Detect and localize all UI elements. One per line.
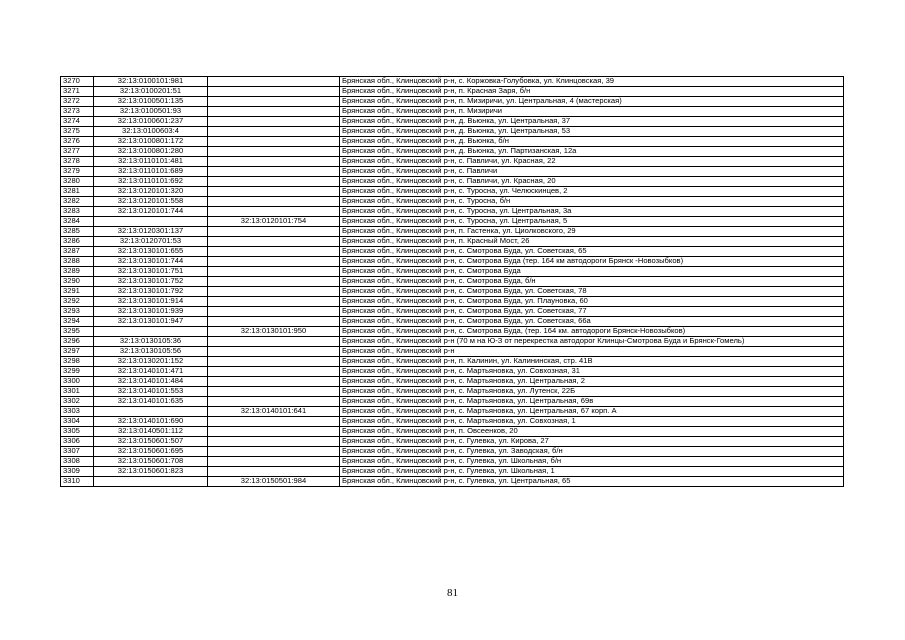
cadastral-number-cell: 32:13:0140101:635 <box>94 397 208 407</box>
address-cell: Брянская обл., Клинцовский р-н, с. Мартьяновка, ул. Центральная, 67 корп. А <box>340 407 844 417</box>
table-row <box>61 147 844 157</box>
address-cell: Брянская обл., Клинцовский р-н (70 м на Ю-З от перекрестка автодорог Клинцы-Смотрова Буда и Брянск-Гомель) <box>340 337 844 347</box>
row-number-cell: 3288 <box>61 257 94 267</box>
table-row <box>61 217 844 227</box>
table-row <box>61 247 844 257</box>
cadastral-number-cell: 32:13:0100601:237 <box>94 117 208 127</box>
cadastral-number-cell: 32:13:0110101:692 <box>94 177 208 187</box>
address-cell: Брянская обл., Клинцовский р-н <box>340 347 844 357</box>
cadastral-number-alt-cell <box>208 127 340 137</box>
cadastral-number-cell: 32:13:0130101:751 <box>94 267 208 277</box>
address-cell: Брянская обл., Клинцовский р-н, с. Мартьяновка, ул. Совхозная, 31 <box>340 367 844 377</box>
table-row <box>61 287 844 297</box>
cadastral-number-cell: 32:13:0120301:137 <box>94 227 208 237</box>
table-row <box>61 177 844 187</box>
cadastral-number-alt-cell <box>208 337 340 347</box>
address-cell: Брянская обл., Клинцовский р-н, п. Мизиричи <box>340 107 844 117</box>
address-cell: Брянская обл., Клинцовский р-н, с. Туросна, ул. Центральная, 5 <box>340 217 844 227</box>
table-row <box>61 337 844 347</box>
cadastral-number-cell: 32:13:0130101:947 <box>94 317 208 327</box>
cadastral-number-alt-cell <box>208 227 340 237</box>
cadastral-number-alt-cell <box>208 387 340 397</box>
cadastral-number-alt-cell <box>208 447 340 457</box>
row-number-cell: 3285 <box>61 227 94 237</box>
row-number-cell: 3304 <box>61 417 94 427</box>
cadastral-number-alt-cell <box>208 137 340 147</box>
row-number-cell: 3309 <box>61 467 94 477</box>
cadastral-number-alt-cell <box>208 277 340 287</box>
address-cell: Брянская обл., Клинцовский р-н, с. Павличи, ул. Красная, 22 <box>340 157 844 167</box>
address-cell: Брянская обл., Клинцовский р-н, с. Гулевка, ул. Кирова, 27 <box>340 437 844 447</box>
table-row <box>61 467 844 477</box>
address-cell: Брянская обл., Клинцовский р-н, с. Гулевка, ул. Заводская, б/н <box>340 447 844 457</box>
row-number-cell: 3299 <box>61 367 94 377</box>
property-registry-table <box>60 76 844 487</box>
row-number-cell: 3280 <box>61 177 94 187</box>
row-number-cell: 3281 <box>61 187 94 197</box>
table-row <box>61 447 844 457</box>
row-number-cell: 3296 <box>61 337 94 347</box>
row-number-cell: 3294 <box>61 317 94 327</box>
row-number-cell: 3274 <box>61 117 94 127</box>
cadastral-number-alt-cell <box>208 427 340 437</box>
cadastral-number-cell: 32:13:0150601:695 <box>94 447 208 457</box>
address-cell: Брянская обл., Клинцовский р-н, с. Павличи, ул. Красная, 20 <box>340 177 844 187</box>
cadastral-number-alt-cell <box>208 267 340 277</box>
cadastral-number-cell: 32:13:0120101:320 <box>94 187 208 197</box>
cadastral-number-cell: 32:13:0100603:4 <box>94 127 208 137</box>
cadastral-number-alt-cell <box>208 117 340 127</box>
cadastral-number-alt-cell: 32:13:0130101:950 <box>208 327 340 337</box>
cadastral-number-alt-cell: 32:13:0150501:984 <box>208 477 340 487</box>
cadastral-number-cell: 32:13:0130101:914 <box>94 297 208 307</box>
address-cell: Брянская обл., Клинцовский р-н, с. Мартьяновка, ул. Центральная, 69в <box>340 397 844 407</box>
cadastral-number-alt-cell <box>208 107 340 117</box>
address-cell: Брянская обл., Клинцовский р-н, д. Вьюнка, ул. Центральная, 37 <box>340 117 844 127</box>
table-row <box>61 407 844 417</box>
address-cell: Брянская обл., Клинцовский р-н, с. Туросна, б/н <box>340 197 844 207</box>
address-cell: Брянская обл., Клинцовский р-н, с. Смотрова Буда, ул. Советская, 66а <box>340 317 844 327</box>
cadastral-number-cell: 32:13:0100101:981 <box>94 77 208 87</box>
cadastral-number-alt-cell <box>208 77 340 87</box>
row-number-cell: 3297 <box>61 347 94 357</box>
cadastral-number-alt-cell <box>208 247 340 257</box>
table-row <box>61 297 844 307</box>
address-cell: Брянская обл., Клинцовский р-н, с. Гулевка, ул. Центральная, 65 <box>340 477 844 487</box>
table-row <box>61 187 844 197</box>
address-cell: Брянская обл., Клинцовский р-н, с. Смотрова Буда, ул. Советская, 65 <box>340 247 844 257</box>
table-row <box>61 237 844 247</box>
row-number-cell: 3306 <box>61 437 94 447</box>
cadastral-number-alt-cell <box>208 87 340 97</box>
row-number-cell: 3293 <box>61 307 94 317</box>
row-number-cell: 3301 <box>61 387 94 397</box>
address-cell: Брянская обл., Клинцовский р-н, п. Овсеенков, 20 <box>340 427 844 437</box>
row-number-cell: 3310 <box>61 477 94 487</box>
cadastral-number-cell: 32:13:0130101:655 <box>94 247 208 257</box>
cadastral-number-alt-cell <box>208 157 340 167</box>
table-row <box>61 347 844 357</box>
address-cell: Брянская обл., Клинцовский р-н, п. Красный Мост, 26 <box>340 237 844 247</box>
cadastral-number-cell: 32:13:0100501:135 <box>94 97 208 107</box>
row-number-cell: 3287 <box>61 247 94 257</box>
row-number-cell: 3271 <box>61 87 94 97</box>
table-row <box>61 207 844 217</box>
table-row <box>61 137 844 147</box>
cadastral-number-cell: 32:13:0130201:152 <box>94 357 208 367</box>
table-row <box>61 457 844 467</box>
cadastral-number-cell: 32:13:0110101:689 <box>94 167 208 177</box>
cadastral-number-cell: 32:13:0110101:481 <box>94 157 208 167</box>
address-cell: Брянская обл., Клинцовский р-н, п. Калинин, ул. Калининская, стр. 41В <box>340 357 844 367</box>
row-number-cell: 3273 <box>61 107 94 117</box>
cadastral-number-alt-cell <box>208 167 340 177</box>
cadastral-number-cell: 32:13:0130105:36 <box>94 337 208 347</box>
table-row <box>61 327 844 337</box>
cadastral-number-alt-cell <box>208 317 340 327</box>
cadastral-number-alt-cell <box>208 357 340 367</box>
address-cell: Брянская обл., Клинцовский р-н, с. Гулевка, ул. Школьная, б/н <box>340 457 844 467</box>
table-row <box>61 97 844 107</box>
row-number-cell: 3308 <box>61 457 94 467</box>
address-cell: Брянская обл., Клинцовский р-н, с. Смотрова Буда <box>340 267 844 277</box>
table-row <box>61 307 844 317</box>
address-cell: Брянская обл., Клинцовский р-н, п. Гастенка, ул. Циолковского, 29 <box>340 227 844 237</box>
row-number-cell: 3298 <box>61 357 94 367</box>
cadastral-number-alt-cell <box>208 417 340 427</box>
cadastral-number-cell: 32:13:0130105:56 <box>94 347 208 357</box>
row-number-cell: 3291 <box>61 287 94 297</box>
cadastral-number-cell <box>94 327 208 337</box>
cadastral-number-alt-cell: 32:13:0140101:641 <box>208 407 340 417</box>
row-number-cell: 3302 <box>61 397 94 407</box>
table-row <box>61 267 844 277</box>
address-cell: Брянская обл., Клинцовский р-н, с. Павличи <box>340 167 844 177</box>
address-cell: Брянская обл., Клинцовский р-н, с. Туросна, ул. Центральная, 3а <box>340 207 844 217</box>
cadastral-number-alt-cell <box>208 257 340 267</box>
address-cell: Брянская обл., Клинцовский р-н, п. Мизиричи, ул. Центральная, 4 (мастерская) <box>340 97 844 107</box>
page-number: 81 <box>447 587 458 599</box>
cadastral-number-cell: 32:13:0150601:507 <box>94 437 208 447</box>
row-number-cell: 3289 <box>61 267 94 277</box>
table-row <box>61 387 844 397</box>
cadastral-number-alt-cell <box>208 187 340 197</box>
cadastral-number-cell: 32:13:0100201:51 <box>94 87 208 97</box>
address-cell: Брянская обл., Клинцовский р-н, с. Смотрова Буда (тер. 164 км автодороги Брянск -Новозыбков) <box>340 257 844 267</box>
cadastral-number-alt-cell <box>208 207 340 217</box>
row-number-cell: 3283 <box>61 207 94 217</box>
cadastral-number-alt-cell <box>208 97 340 107</box>
cadastral-number-cell: 32:13:0140101:471 <box>94 367 208 377</box>
cadastral-number-cell: 32:13:0150601:708 <box>94 457 208 467</box>
row-number-cell: 3277 <box>61 147 94 157</box>
table-row <box>61 257 844 267</box>
address-cell: Брянская обл., Клинцовский р-н, с. Гулевка, ул. Школьная, 1 <box>340 467 844 477</box>
address-cell: Брянская обл., Клинцовский р-н, д. Вьюнка, б/н <box>340 137 844 147</box>
cadastral-number-alt-cell <box>208 297 340 307</box>
cadastral-number-cell: 32:13:0150601:823 <box>94 467 208 477</box>
table-row <box>61 77 844 87</box>
cadastral-number-alt-cell <box>208 237 340 247</box>
table-row <box>61 87 844 97</box>
row-number-cell: 3279 <box>61 167 94 177</box>
address-cell: Брянская обл., Клинцовский р-н, с. Смотрова Буда, (тер. 164 км. автодороги Брянск-Новозыбков) <box>340 327 844 337</box>
cadastral-number-cell: 32:13:0140501:112 <box>94 427 208 437</box>
address-cell: Брянская обл., Клинцовский р-н, д. Вьюнка, ул. Центральная, 53 <box>340 127 844 137</box>
cadastral-number-cell: 32:13:0140101:484 <box>94 377 208 387</box>
cadastral-number-alt-cell: 32:13:0120101:754 <box>208 217 340 227</box>
cadastral-number-alt-cell <box>208 307 340 317</box>
table-row <box>61 127 844 137</box>
table-row <box>61 227 844 237</box>
cadastral-number-cell: 32:13:0130101:752 <box>94 277 208 287</box>
row-number-cell: 3270 <box>61 77 94 87</box>
row-number-cell: 3286 <box>61 237 94 247</box>
cadastral-number-alt-cell <box>208 147 340 157</box>
cadastral-number-cell: 32:13:0140101:553 <box>94 387 208 397</box>
table-row <box>61 367 844 377</box>
table-row <box>61 197 844 207</box>
address-cell: Брянская обл., Клинцовский р-н, п. Красная Заря, б/н <box>340 87 844 97</box>
address-cell: Брянская обл., Клинцовский р-н, с. Смотрова Буда, ул. Советская, 78 <box>340 287 844 297</box>
address-cell: Брянская обл., Клинцовский р-н, с. Туросна, ул. Челюскинцев, 2 <box>340 187 844 197</box>
cadastral-number-alt-cell <box>208 377 340 387</box>
row-number-cell: 3305 <box>61 427 94 437</box>
table-row <box>61 117 844 127</box>
cadastral-number-alt-cell <box>208 347 340 357</box>
table-row <box>61 417 844 427</box>
row-number-cell: 3300 <box>61 377 94 387</box>
cadastral-number-alt-cell <box>208 467 340 477</box>
cadastral-number-cell <box>94 407 208 417</box>
row-number-cell: 3276 <box>61 137 94 147</box>
cadastral-number-cell: 32:13:0130101:744 <box>94 257 208 267</box>
cadastral-number-alt-cell <box>208 437 340 447</box>
cadastral-number-alt-cell <box>208 177 340 187</box>
table-row <box>61 157 844 167</box>
table-row <box>61 427 844 437</box>
address-cell: Брянская обл., Клинцовский р-н, с. Мартьяновка, ул. Центральная, 2 <box>340 377 844 387</box>
cadastral-number-cell: 32:13:0100801:172 <box>94 137 208 147</box>
cadastral-number-cell <box>94 477 208 487</box>
cadastral-number-alt-cell <box>208 457 340 467</box>
cadastral-number-cell: 32:13:0130101:939 <box>94 307 208 317</box>
cadastral-number-cell: 32:13:0120101:744 <box>94 207 208 217</box>
table-row <box>61 477 844 487</box>
row-number-cell: 3278 <box>61 157 94 167</box>
cadastral-number-alt-cell <box>208 367 340 377</box>
row-number-cell: 3272 <box>61 97 94 107</box>
row-number-cell: 3295 <box>61 327 94 337</box>
cadastral-number-cell: 32:13:0120701:53 <box>94 237 208 247</box>
row-number-cell: 3292 <box>61 297 94 307</box>
row-number-cell: 3284 <box>61 217 94 227</box>
table-row <box>61 167 844 177</box>
table-row <box>61 277 844 287</box>
address-cell: Брянская обл., Клинцовский р-н, д. Вьюнка, ул. Партизанская, 12а <box>340 147 844 157</box>
address-cell: Брянская обл., Клинцовский р-н, с. Мартьяновка, ул. Совхозная, 1 <box>340 417 844 427</box>
table-row <box>61 107 844 117</box>
cadastral-number-cell: 32:13:0130101:792 <box>94 287 208 297</box>
table-row <box>61 437 844 447</box>
cadastral-number-alt-cell <box>208 197 340 207</box>
cadastral-number-cell: 32:13:0120101:558 <box>94 197 208 207</box>
row-number-cell: 3307 <box>61 447 94 457</box>
table-row <box>61 397 844 407</box>
cadastral-number-alt-cell <box>208 287 340 297</box>
address-cell: Брянская обл., Клинцовский р-н, с. Мартьяновка, ул. Лутенск, 22Б <box>340 387 844 397</box>
cadastral-number-cell <box>94 217 208 227</box>
address-cell: Брянская обл., Клинцовский р-н, с. Коржовка-Голубовка, ул. Клинцовская, 39 <box>340 77 844 87</box>
address-cell: Брянская обл., Клинцовский р-н, с. Смотрова Буда, ул. Плауновка, 60 <box>340 297 844 307</box>
address-cell: Брянская обл., Клинцовский р-н, с. Смотрова Буда, ул. Советская, 77 <box>340 307 844 317</box>
address-cell: Брянская обл., Клинцовский р-н, с. Смотрова Буда, б/н <box>340 277 844 287</box>
row-number-cell: 3275 <box>61 127 94 137</box>
table-row <box>61 317 844 327</box>
row-number-cell: 3303 <box>61 407 94 417</box>
row-number-cell: 3290 <box>61 277 94 287</box>
table-row <box>61 377 844 387</box>
cadastral-number-cell: 32:13:0100801:280 <box>94 147 208 157</box>
table-row <box>61 357 844 367</box>
cadastral-number-alt-cell <box>208 397 340 407</box>
cadastral-number-cell: 32:13:0140101:690 <box>94 417 208 427</box>
table-body <box>61 77 844 487</box>
row-number-cell: 3282 <box>61 197 94 207</box>
cadastral-number-cell: 32:13:0100501:93 <box>94 107 208 117</box>
